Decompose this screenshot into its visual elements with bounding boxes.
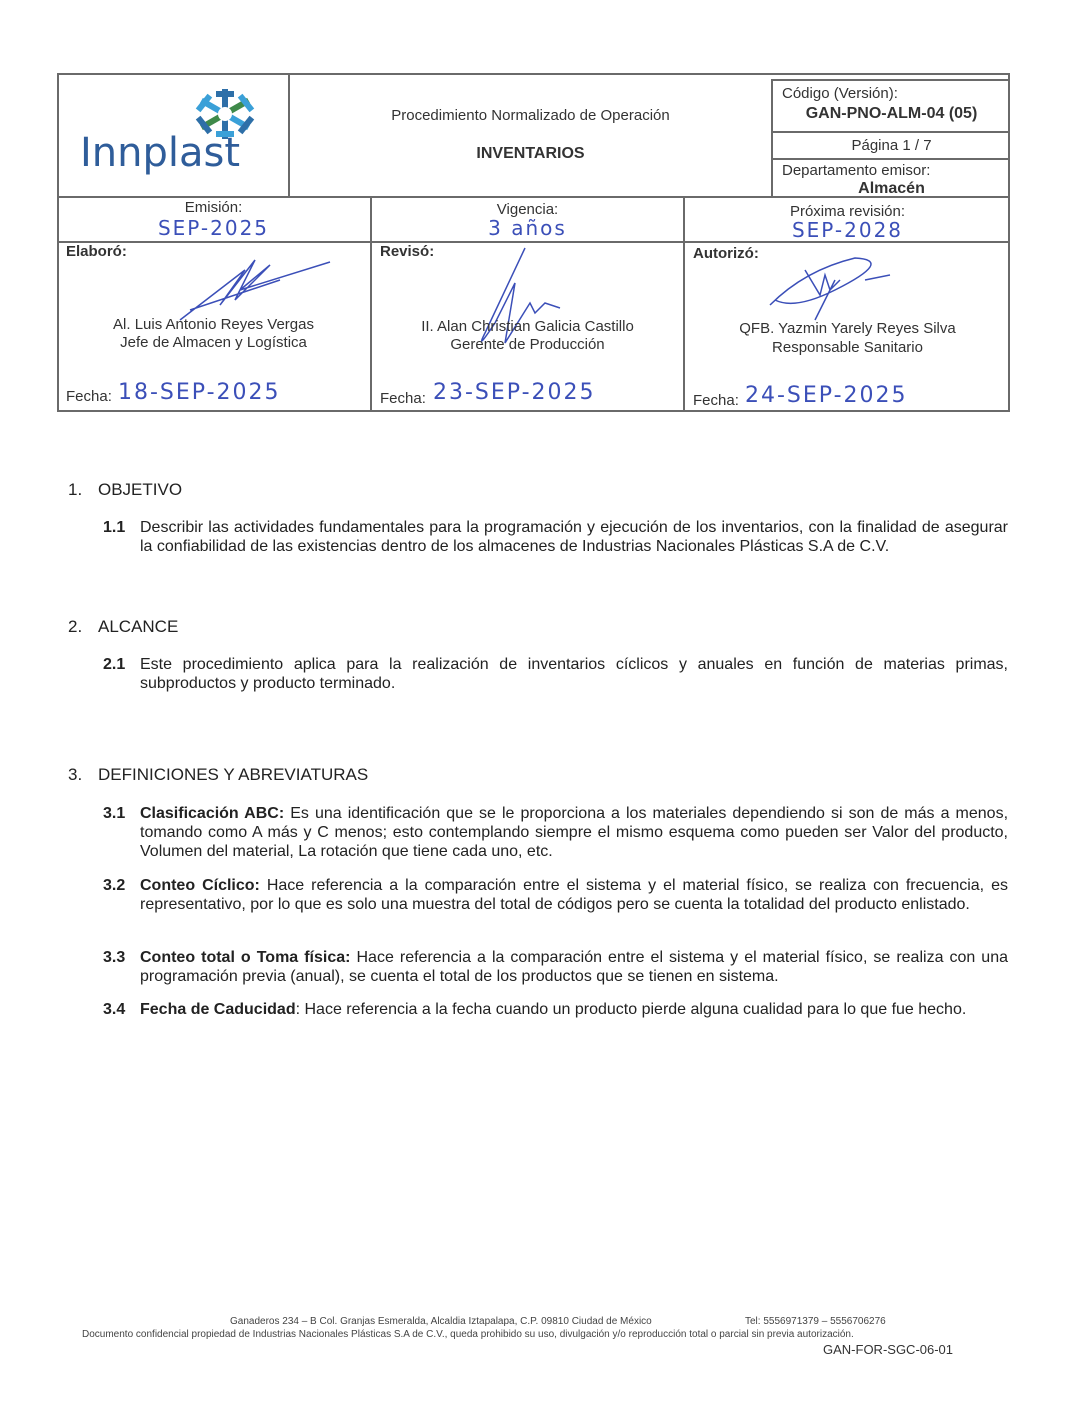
item-number: 2.1 bbox=[103, 656, 126, 673]
item-term: Clasificación ABC: bbox=[140, 805, 285, 822]
logo-text: Innplast bbox=[80, 130, 241, 176]
elaboro-fecha-value: 18-SEP-2025 bbox=[118, 380, 281, 405]
item-number: 3.4 bbox=[103, 1001, 126, 1018]
section-title: ALCANCE bbox=[98, 617, 179, 636]
item-number: 3.3 bbox=[103, 949, 126, 966]
section-heading bbox=[68, 480, 182, 500]
section-heading bbox=[68, 617, 178, 637]
divider bbox=[771, 158, 1010, 160]
item-definition: Hace referencia a la comparación entre el sistema y el material físico, se realiza con frecuencia, es representativo, por lo que es solo una muestra del total de códigos pero se cuenta la totalidad del producto enlistado. bbox=[140, 877, 1008, 913]
item-text: Este procedimiento aplica para la realización de inventarios cíclicos y anuales en función de materias primas, subproductos y producto terminado. bbox=[140, 656, 1008, 692]
autorizo-position: Responsable Sanitario bbox=[772, 339, 923, 356]
document-title: INVENTARIOS bbox=[476, 145, 585, 162]
list-item bbox=[103, 876, 1008, 914]
procedure-type: Procedimiento Normalizado de Operación bbox=[391, 107, 670, 124]
item-number: 3.2 bbox=[103, 877, 126, 894]
divider bbox=[771, 131, 1010, 133]
emision-value: SEP-2025 bbox=[157, 216, 270, 240]
section-title: OBJETIVO bbox=[98, 480, 183, 499]
item-definition: Hace referencia a la comparación entre el sistema y el material físico, se realiza con una programación previa (anual), se cuenta el total de los productos que se tienen en sistema. bbox=[140, 949, 1009, 985]
footer-phone: Tel: 5556971379 – 5556706276 bbox=[745, 1316, 886, 1327]
item-text: Describir las actividades fundamentales para la programación y ejecución de los inventarios, con la finalidad de asegurar la confiabilidad de las existencias dentro de los almacenes de Industrias Nacionales Plásticas S.A de C.V. bbox=[140, 519, 1008, 555]
autorizo-name: QFB. Yazmin Yarely Reyes Silva bbox=[739, 320, 956, 337]
emision-label: Emisión: bbox=[184, 199, 243, 216]
item-definition: : Hace referencia a la fecha cuando un producto pierde alguna cualidad para lo que fue hecho. bbox=[295, 1001, 967, 1018]
reviso-position: Gerente de Producción bbox=[450, 336, 605, 353]
elaboro-fecha-label: Fecha: bbox=[66, 388, 112, 405]
elaboro-label: Elaboró: bbox=[66, 243, 127, 260]
signature-elaboro-icon bbox=[160, 250, 335, 325]
item-term: Conteo Cíclico: bbox=[140, 877, 260, 894]
code-label: Código (Versión): bbox=[782, 85, 898, 102]
item-text bbox=[140, 948, 1008, 986]
footer-confidential: Documento confidencial propiedad de Industrias Nacionales Plásticas S.A de C.V., queda prohibido su uso, divulgación y/o reproducción total o parcial sin previa autorización. bbox=[82, 1329, 854, 1340]
divider bbox=[288, 73, 290, 198]
autorizo-fecha-label: Fecha: bbox=[693, 392, 739, 409]
divider bbox=[771, 79, 1010, 81]
footer-form-code: GAN-FOR-SGC-06-01 bbox=[823, 1342, 954, 1357]
reviso-name: II. Alan Christian Galicia Castillo bbox=[421, 318, 634, 335]
item-number: 3.1 bbox=[103, 805, 126, 822]
autorizo-fecha-value: 24-SEP-2025 bbox=[745, 383, 908, 408]
list-item bbox=[103, 948, 1008, 986]
list-item bbox=[103, 518, 1008, 556]
reviso-label: Revisó: bbox=[380, 243, 435, 260]
department-value: Almacén bbox=[858, 180, 925, 197]
elaboro-position: Jefe de Almacen y Logística bbox=[120, 334, 307, 351]
list-item bbox=[103, 1000, 1008, 1019]
department-label: Departamento emisor: bbox=[782, 162, 931, 179]
signature-autorizo-icon bbox=[765, 250, 900, 325]
vigencia-value: 3 años bbox=[488, 216, 567, 240]
item-text bbox=[140, 876, 1008, 914]
list-item bbox=[103, 804, 1008, 861]
section-heading bbox=[68, 765, 368, 785]
code-value: GAN-PNO-ALM-04 (05) bbox=[805, 105, 978, 122]
item-text bbox=[140, 804, 1008, 861]
list-item bbox=[103, 655, 1008, 693]
item-term: Fecha de Caducidad bbox=[140, 1001, 296, 1018]
reviso-fecha-value: 23-SEP-2025 bbox=[433, 380, 596, 405]
elaboro-name: Al. Luis Antonio Reyes Vergas bbox=[113, 316, 314, 333]
item-text bbox=[140, 1000, 1008, 1019]
proxima-revision-value: SEP-2028 bbox=[791, 218, 904, 242]
section-title: DEFINICIONES Y ABREVIATURAS bbox=[98, 765, 369, 784]
section-number: 2. bbox=[68, 617, 83, 636]
autorizo-label: Autorizó: bbox=[693, 245, 759, 262]
proxima-revision-label: Próxima revisión: bbox=[789, 203, 906, 220]
section-number: 1. bbox=[68, 480, 83, 499]
item-term: Conteo total o Toma física: bbox=[140, 949, 351, 966]
footer-address: Ganaderos 234 – B Col. Granjas Esmeralda, Alcaldia Iztapalapa, C.P. 09810 Ciudad de México bbox=[230, 1316, 652, 1327]
section-number: 3. bbox=[68, 765, 83, 784]
page-indicator: Página 1 / 7 bbox=[851, 137, 932, 154]
item-number: 1.1 bbox=[103, 519, 126, 536]
item-definition: Es una identificación que se le proporciona a los materiales dependiendo si son de más a menos, tomando como A más y C menos; esto contemplando siempre el mismo esquema como pueden ser Valor del producto, Volumen del material, La rotación que tiene cada uno, etc. bbox=[140, 805, 1009, 860]
reviso-fecha-label: Fecha: bbox=[380, 390, 426, 407]
vigencia-label: Vigencia: bbox=[496, 201, 559, 218]
